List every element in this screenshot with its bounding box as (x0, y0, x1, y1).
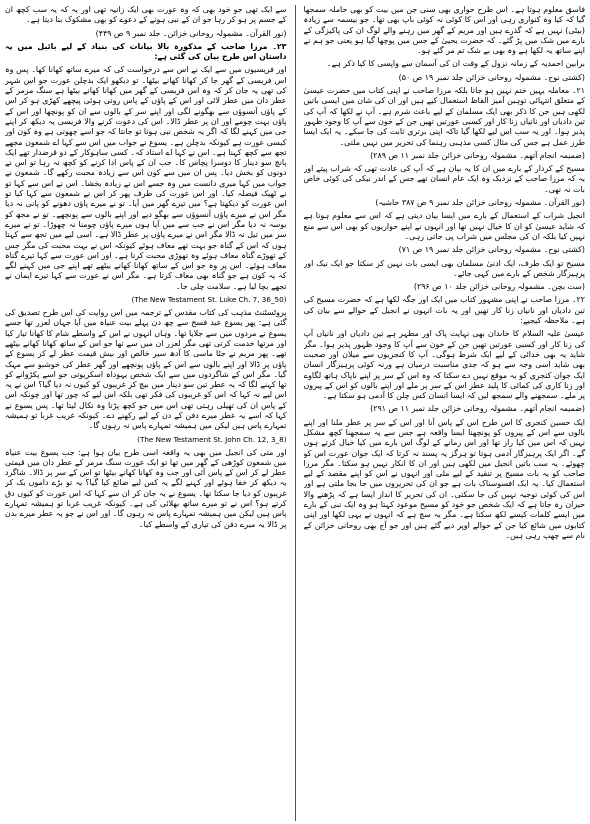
paragraph: مسیح کے کردار کے بارے میں ان کا یہ بیان ہے کہ آپ کی عادت تھی کہ شراب پیتے اور یہ کہ مرزا صاحب کے نزدیک وہ ایک عام انسان تھے جس کے اندر نیکی کی کوئی خاص بات نہ تھی۔ (303, 164, 585, 194)
paragraph: سے ایک تھی جو خود بھی کہ وہ عورت بھی ایک زانیہ تھی اور یہ کہ یہ سب کچھ ان کے جسم پر ہو کر رہا جو ان کے نبی ہونے کے دعوے کو بھی مشکوک بنا دیتا ہے۔ (5, 5, 287, 25)
paragraph: فاسق معلوم ہوتا ہے۔ اس طرح حواری بھی سنی جن میں بیت کو بھی حاملہ سمجھا گیا کہ کیا وہ کنواری رہی اور اس کا کوئی نہ کوئی باپ بھی تھا۔ جو بیسمہ سے زیادہ (بیٹی) نہیں ہے کہ گذرے ہیں اور مریم کے گھر میں رہنے والے لوگ ان کی پاکیزگی کے بارے میں شک میں پڑ گئے۔ کہ حضرت یحییٰ کے جس میں پوچھا گیا ہو یعنی جو ہم نے اپنے ساتھ یہ لکھا ہے وہ بھی بے شک تم مر گئے ہو۔ (303, 5, 585, 56)
column-divider (295, 5, 296, 821)
paragraph: ۲۲۔ مرزا صاحب نے اپنی مشہور کتاب میں ایک اور جگہ لکھا ہے کہ حضرت مسیح کی تین دادیاں اور نانیاں زنا کار تھیں اور یہ بات انہوں نے انجیل کے حوالے سے بیان کی ہے۔ ملاحظہ کیجیے: (303, 295, 585, 326)
paragraph: انجیل شراب کے استعمال کے بارے میں ایسا بیان دیتی ہے کہ اس سے معلوم ہوتا ہے کہ شاید عیسیٰ کو ان کا خیال نہیں تھا اور انہوں نے اپنے حواریوں کو بھی اس سے منع نہیں کیا بلکہ ان کی مجلس میں شراب پی جاتی رہی۔ (303, 211, 585, 241)
paragraph: برابین احمدیہ کے زمانہ نزول کے وقت ان کی آسمان سے واپسی کا کیا ذکر ہے۔ (326, 59, 585, 69)
paragraph: ایک حسین کنجری کا اس طرح اس کے پاس آنا اور اس کے سر پر عطر ملنا اور اپنے بالوں سے اس کے پیروں کو پونچھنا ایسا واقعہ ہے جس سے یہ سمجھنا کچھ مشکل نہیں کہ اس میں کیا راز تھا اور اس زمانے کے لوگ اس بارے میں کیا خیال کرتے ہوں گے۔ اگر ایک پرہیزگار آدمی ہوتا تو ہرگز یہ پسند نہ کرتا کہ ایک جوان عورت اس کو چھوئے۔ یہ سب باتیں انجیل میں لکھی ہیں اور ان کا انکار نہیں ہو سکتا۔ مگر مرزا صاحب کو یہ بات مسیح پر تنقید کے لیے ملی اور انہوں نے اس کو اپنے مقصد کے لیے استعمال کیا۔ یہ ایک افسوسناک بات ہے جو ان کی تحریروں میں جا بجا ملتی ہے اور اس کی کوئی توجیہ نہیں کی جا سکتی۔ ان کی تحریر کا انداز ایسا ہے کہ پڑھنے والا حیران رہ جاتا ہے کہ ایک شخص جو خود کو مسیح موعود کہتا ہو وہ ایک نبی کے بارے میں ایسے کلمات کیسے لکھ سکتا ہے۔ مگر یہ سچ ہے کہ انہوں نے یہی لکھا اور اپنی کتابوں میں شائع کیا جن کے حوالے اوپر دیے گئے ہیں اور جو آج بھی روحانی خزائن کے نام سے چھپ رہی ہیں۔ (303, 417, 585, 540)
paragraph: ۲۱۔ معاملہ یہیں ختم نہیں ہو جاتا بلکہ مرزا صاحب نے اپنی کتاب میں حضرت عیسیٰ کے متعلق انتہائی توہین آمیز الفاظ استعمال کیے ہیں اور ان کی شان میں ایسی باتیں لکھی ہیں جن کا ذکر بھی ایک مسلمان کے لیے باعث شرم ہے۔ آپ نے لکھا کہ آپ کی تین دادیاں اور نانیاں زنا کار اور کسبی عورتیں تھیں جن کے خون سے آپ کا وجود ظہور پذیر ہوا۔ اور یہ سب اس لیے لکھا گیا تاکہ اپنی برتری ثابت کی جا سکے۔ یہ ایک ایسا طرز عمل ہے جس کی مثال کسی مذہبی رہنما کی تحریر میں نہیں ملتی۔ (303, 86, 585, 147)
paragraph: مسیح تو ایک طرف، ایک ادنیٰ مسلمان بھی ایسی بات نہیں کر سکتا جو ایک نیک اور پرہیزگار شخص کے بارے میں کہی جائے۔ (303, 258, 585, 278)
citation: (نور القرآن۔ مشمولہ روحانی خزائن جلد نمبر ۹ ص ۳۸۷ حاشیہ) (375, 198, 585, 208)
citation: (ست بچن۔ مشمولہ روحانی خزائن جلد ۱۰ ص ۲۹۶) (413, 282, 585, 292)
citation: (نور القرآن۔ مشمولہ روحانی خزائن۔ جلد نمبر ۹ ص ۴۴۹) (95, 28, 287, 38)
citation: (ضمیمہ انجام آتھم۔ مشمولہ روحانی خزائن جلد نمبر ۱۱ ص ۲۸۹) (370, 150, 585, 160)
right-column (304, 5, 586, 821)
paragraph: عیسیٰ علیہ السلام کا خاندان بھی نہایت پاک اور مطہر ہے تین دادیاں اور نانیاں آپ کی زنا کار اور کسبی عورتیں تھیں جن کے خون سے آپ کا وجود ظہور پذیر ہوا۔ مگر شاید یہ بھی خدائی کے لیے ایک شرط ہوگی۔ آپ کا کنجریوں سے میلان اور صحبت بھی شاید اسی وجہ سے ہو کہ جدی مناسبت درمیان ہے ورنہ کوئی پرہیزگار انسان ایک جوان کنجری کو یہ موقع نہیں دے سکتا کہ وہ اس کے سر پر اپنے ناپاک ہاتھ لگاوے اور زنا کاری کی کمائی کا پلید عطر اس کے سر پر ملے اور اپنے بالوں کو اس کے پیروں پر ملے۔ سمجھنے والے سمجھ لیں کہ ایسا انسان کس چلن کا آدمی ہو سکتا ہے۔ (303, 329, 585, 401)
paragraph: اور فریسیوں میں سے ایک نے اس سے درخواست کی کہ میرے ساتھ کھانا کھا۔ پس وہ اس فریسی کے گھر جا کر کھانا کھانے بیٹھا۔ تو دیکھو ایک بدچلن عورت جو اس شہر کی تھی یہ جان کر کہ وہ اس فریسی کے گھر میں کھانا کھانے بیٹھا ہے سنگ مرمر کے عطر دان میں عطر لائی اور اس کے پاؤں کے پاس روتی ہوئی پیچھے کھڑی ہو کر اس کے پاؤں آنسوؤں سے بھگونے لگی اور اپنے سر کے بالوں سے ان کو پونچھا اور اس کے پاؤں بہت چومے اور ان پر عطر ڈالا۔ اس کی دعوت کرنے والا فریسی یہ دیکھ کر اپنے جی میں کہنے لگا کہ اگر یہ شخص نبی ہوتا تو جانتا کہ جو اسے چھوتی ہے وہ کون اور کیسی عورت ہے کیونکہ بدچلن ہے۔ یسوع نے جواب میں اس سے کہا اے شمعون مجھے تجھ سے کچھ کہنا ہے۔ اس نے کہا اے استاد کہ۔ کسی ساہوکار کے دو قرضدار تھے ایک پانچ سو دینار کا دوسرا پچاس کا۔ جب ان کے پاس ادا کرنے کو کچھ نہ رہا تو اس نے دونوں کو بخش دیا۔ پس ان میں سے کون اس سے زیادہ محبت رکھے گا۔ شمعون نے جواب میں کہا میری دانست میں وہ جسے اس نے زیادہ بخشا۔ اس نے اس سے کہا تو نے ٹھیک فیصلہ کیا۔ اور اس عورت کی طرف پھر کر اس نے شمعون سے کہا کیا تو اس عورت کو دیکھتا ہے؟ میں تیرے گھر میں آیا۔ تو نے میرے پاؤں دھونے کو پانی نہ دیا مگر اس نے میرے پاؤں آنسوؤں سے بھگو دیے اور اپنے بالوں سے پونچھے۔ تو نے مجھ کو بوسہ نہ دیا مگر اس نے جب سے میں آیا ہوں میرے پاؤں چومنا نہ چھوڑا۔ تو نے میرے سر میں تیل نہ ڈالا مگر اس نے میرے پاؤں پر عطر ڈالا ہے۔ اسی لیے میں تجھ سے کہتا ہوں کہ اس کے گناہ جو بہت تھے معاف ہوئے کیونکہ اس نے بہت محبت کی مگر جس کے تھوڑے گناہ معاف ہوئے وہ تھوڑی محبت کرتا ہے۔ اور اس عورت سے کہا تیرے گناہ معاف ہوئے۔ اس پر وہ جو اس کے ساتھ کھانا کھانے بیٹھے تھے اپنے جی میں کہنے لگے کہ یہ کون ہے جو گناہ بھی معاف کرتا ہے۔ مگر اس نے عورت سے کہا تیرے ایمان نے تجھے بچا لیا ہے۔ سلامت چلی جا۔ (5, 65, 287, 291)
left-column (5, 5, 287, 821)
citation: (کشتی نوح۔ مشمولہ روحانی خزائن جلد نمبر ۱۹ ص ۵۰) (398, 72, 585, 82)
english-citation: (The New Testament St. Luke Ch. 7, 36_50) (131, 295, 287, 305)
paragraph: پروٹسٹنٹ مذہب کی کتاب مقدس کے ترجمہ میں اس روایت کی اس طرح تصدیق کی گئی ہے: پھر یسوع عید فسح سے چھ دن پہلے بیت عنیاہ میں آیا جہاں لعزر تھا جسے یسوع نے مردوں میں سے جلایا تھا۔ وہاں انہوں نے اس کے واسطے شام کا کھانا تیار کیا اور مرتھا خدمت کرتی تھی مگر لعزر ان میں سے تھا جو اس کے ساتھ کھانا کھانے بیٹھے تھے۔ پھر مریم نے جٹا ماسی کا آدھ سیر خالص اور بیش قیمت عطر لے کر یسوع کے پاؤں پر ڈالا اور اپنے بالوں سے اس کے پاؤں پونچھے اور گھر عطر کی خوشبو سے مہک گیا۔ مگر اس کے شاگردوں میں سے ایک شخص یہوداہ اسکریوتی جو اسے پکڑوانے کو تھا کہنے لگا کہ یہ عطر تین سو دینار میں بیچ کر غریبوں کو کیوں نہ دیا گیا؟ اس نے یہ اس لیے نہ کہا کہ اس کو غریبوں کی فکر تھی بلکہ اس لیے کہ چور تھا اور چونکہ اس کے پاس ان کی تھیلی رہتی تھی اس میں جو کچھ پڑتا وہ نکال لیتا تھا۔ پس یسوع نے کہا کہ اسے یہ عطر میرے دفن کے دن کے لیے رکھنے دے۔ کیونکہ غریب غربا تو ہمیشہ تمہارے پاس ہیں لیکن میں ہمیشہ تمہارے پاس نہ رہوں گا۔ (5, 308, 287, 431)
citation: (ضمیمہ انجام آتھم۔ مشمولہ روحانی خزائن جلد نمبر ۱۱ ص ۲۹۱) (370, 404, 585, 414)
section-heading: ۲۳۔ مرزا صاحب کے مذکورہ بالا بیانات کی بنیاد کے لیے بائبل میں یہ داستان اس طرح بیان کی گئی ہے: (5, 41, 287, 62)
english-citation: (The New Testament St. John Ch. 12, 3_8) (137, 434, 287, 444)
citation: (کشتی نوح۔ مشمولہ روحانی خزائن جلد نمبر ۱۹ ص ۷۱) (398, 245, 585, 255)
paragraph: اور متی کی انجیل میں بھی یہ واقعہ اسی طرح بیان ہوا ہے: جب یسوع بیت عنیاہ میں شمعون کوڑھی کے گھر میں تھا تو ایک عورت سنگ مرمر کے عطر دان میں قیمتی عطر لے کر اس کے پاس آئی اور جب وہ کھانا کھانے بیٹھا تو اس کے سر پر ڈالا۔ شاگرد یہ دیکھ کر خفا ہوئے اور کہنے لگے یہ کس لیے ضائع کیا گیا؟ یہ تو بڑے داموں بک کر غریبوں کو دیا جا سکتا تھا۔ یسوع نے یہ جان کر ان سے کہا کہ اس عورت کو کیوں دق کرتے ہو؟ اس نے تو میرے ساتھ بھلائی کی ہے۔ کیونکہ غریب غربا تو ہمیشہ تمہارے پاس ہیں لیکن میں ہمیشہ تمہارے پاس نہ رہوں گا۔ اور اس نے جو یہ عطر میرے بدن پر ڈالا یہ میرے دفن کی تیاری کے واسطے کیا۔ (5, 447, 287, 529)
